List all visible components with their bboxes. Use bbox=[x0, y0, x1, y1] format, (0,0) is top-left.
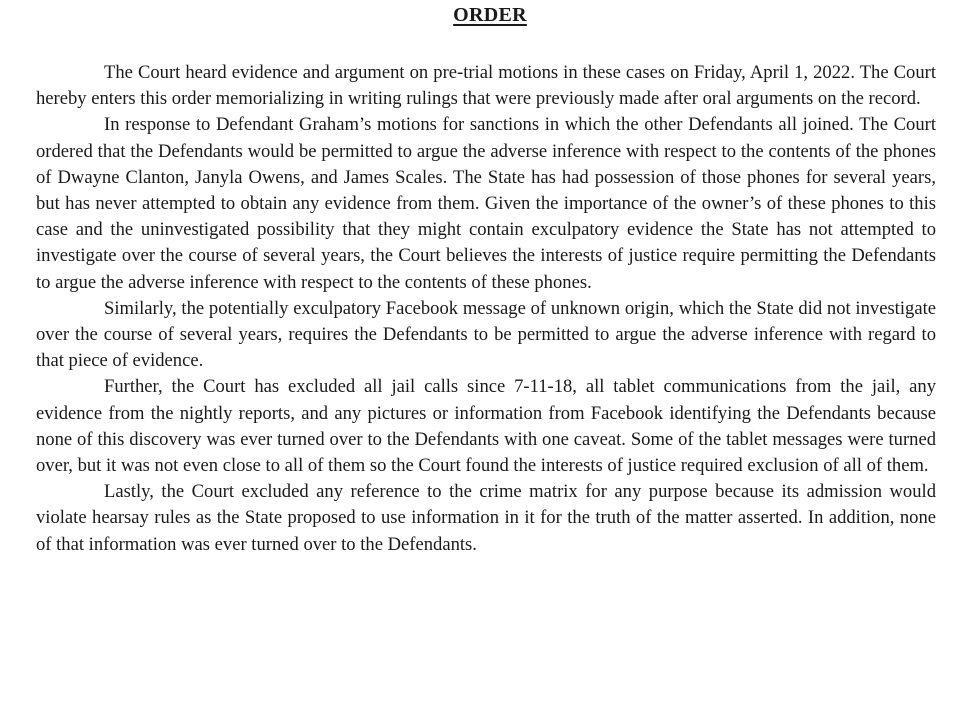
paragraph-facebook-message: Similarly, the potentially exculpatory Facebook message of unknown origin, which the State did not investigate over the course of several years, requires the Defendants to be permitted to argue the adverse inference with regard to that piece of evidence. bbox=[36, 297, 936, 372]
paragraph-hearing: The Court heard evidence and argument on pre-trial motions in these cases on Friday, April 1, 2022. The Court hereby enters this order memorializing in writing rulings that were previously made after oral arguments on the record. bbox=[36, 62, 936, 110]
paragraph-exclusions: Further, the Court has excluded all jail calls since 7-11-18, all tablet communications from the jail, any evidence from the nightly reports, and any pictures or information from Facebook identifying the Defendants because none of this discovery was ever turned over to the Defendants with one caveat. Some of the tablet messages were turned over, but it was not even close to all of them so the Court found the interests of justice required exclusion of all of them. bbox=[36, 376, 936, 477]
paragraph-phones-ruling: In response to Defendant Graham’s motions for sanctions in which the other Defendants all joined. The Court ordered that the Defendants would be permitted to argue the adverse inference with respect to the contents of the phones of Dwayne Clanton, Janyla Owens, and James Scales. The State has had possession of those phones for several years, but has never attempted to obtain any evidence from them. Given the importance of the owner’s of these phones to this case and the uninvestigated possibility that they might contain exculpatory evidence the State has not attempted to investigate over the course of several years, the Court believes the interests of justice require permitting the Defendants to argue the adverse inference with respect to the contents of these phones. bbox=[36, 114, 936, 293]
paragraph-crime-matrix: Lastly, the Court excluded any reference to the crime matrix for any purpose because its admission would violate hearsay rules as the State proposed to use information in it for the truth of the matter asserted. In addition, none of that information was ever turned over to the Defendants. bbox=[36, 481, 936, 555]
document-body bbox=[36, 60, 936, 558]
document-title: ORDER bbox=[453, 4, 527, 26]
